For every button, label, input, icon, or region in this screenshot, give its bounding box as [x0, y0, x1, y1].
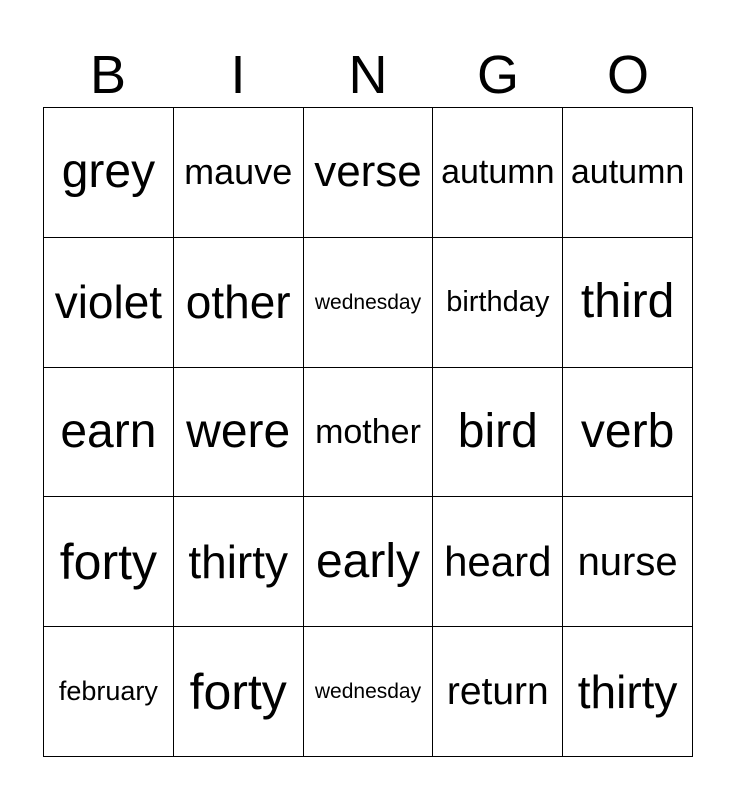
bingo-grid: [43, 107, 693, 757]
bingo-header: [43, 42, 693, 108]
bingo-cell[interactable]: [304, 497, 434, 627]
bingo-cell[interactable]: [304, 627, 434, 757]
cell-word: heard: [444, 537, 552, 585]
bingo-cell[interactable]: [563, 108, 693, 238]
bingo-cell[interactable]: [174, 368, 304, 498]
bingo-cell[interactable]: [174, 108, 304, 238]
cell-word: mauve: [184, 151, 293, 193]
bingo-cell[interactable]: [563, 368, 693, 498]
cell-word: third: [580, 275, 675, 329]
bingo-cell[interactable]: [174, 238, 304, 368]
cell-word: violet: [54, 276, 163, 329]
bingo-cell[interactable]: [304, 368, 434, 498]
header-letter-i: I: [230, 45, 246, 105]
bingo-cell[interactable]: [563, 497, 693, 627]
cell-word: earn: [60, 404, 157, 458]
bingo-cell[interactable]: [563, 238, 693, 368]
header-letter-n: N: [348, 45, 388, 105]
cell-word: verse: [314, 147, 422, 197]
header-letter-o: O: [606, 45, 649, 105]
cell-word: return: [446, 670, 549, 714]
bingo-cell[interactable]: [304, 238, 434, 368]
bingo-cell[interactable]: [44, 497, 174, 627]
cell-word: autumn: [570, 153, 685, 192]
bingo-cell[interactable]: [433, 627, 563, 757]
bingo-cell[interactable]: [433, 238, 563, 368]
cell-word: february: [58, 676, 158, 707]
bingo-cell[interactable]: [44, 627, 174, 757]
cell-word: forty: [59, 533, 158, 590]
bingo-cell[interactable]: [304, 108, 434, 238]
bingo-cell[interactable]: [44, 238, 174, 368]
bingo-cell[interactable]: [433, 497, 563, 627]
cell-word: autumn: [441, 153, 555, 192]
bingo-cell[interactable]: [563, 627, 693, 757]
bingo-cell[interactable]: [433, 108, 563, 238]
cell-word: wednesday: [314, 680, 422, 704]
bingo-cell[interactable]: [433, 368, 563, 498]
cell-word: birthday: [446, 285, 550, 318]
cell-word: other: [185, 276, 291, 329]
cell-word: verb: [580, 404, 675, 458]
cell-word: thirty: [188, 535, 289, 588]
cell-word: forty: [189, 663, 287, 720]
bingo-cell[interactable]: [44, 108, 174, 238]
cell-word: grey: [61, 145, 156, 199]
bingo-cell[interactable]: [174, 627, 304, 757]
cell-word: mother: [315, 412, 421, 451]
cell-word: early: [315, 534, 421, 588]
header-letter-b: B: [89, 45, 127, 105]
cell-word: thirty: [577, 665, 678, 718]
cell-word: were: [186, 404, 291, 458]
bingo-cell[interactable]: [174, 497, 304, 627]
cell-word: bird: [457, 404, 538, 458]
cell-word: nurse: [577, 539, 678, 584]
header-letter-g: G: [476, 45, 519, 105]
cell-word: wednesday: [314, 290, 422, 314]
bingo-cell[interactable]: [44, 368, 174, 498]
